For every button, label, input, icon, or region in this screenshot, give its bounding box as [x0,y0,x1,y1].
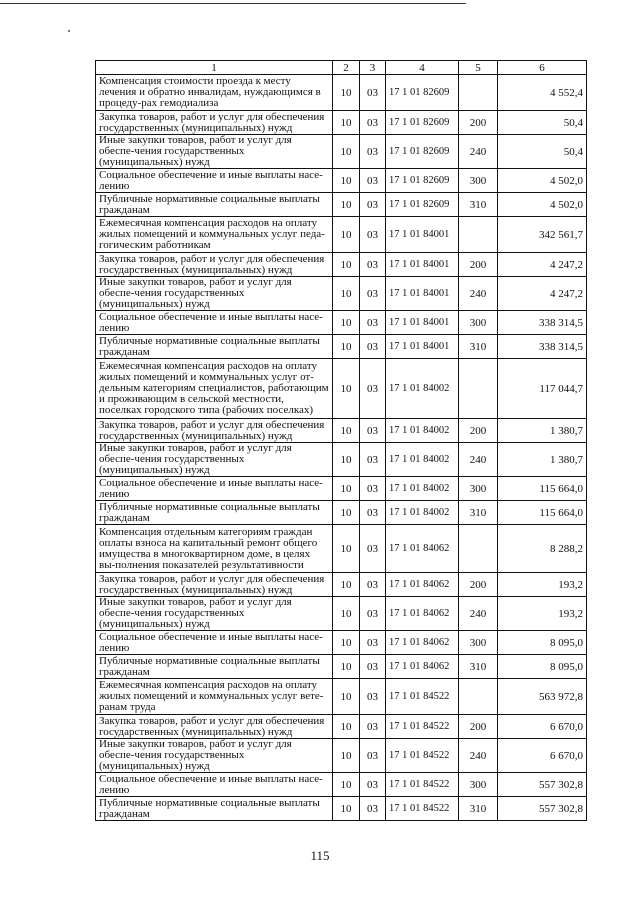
row-name: Закупка товаров, работ и услуг для обеспечения государственных (муниципальных) нужд [96,253,333,277]
row-name: Иные закупки товаров, работ и услуг для обеспе-чения государственных (муниципальных) нужд [96,597,333,631]
table-row [96,335,587,359]
row-expense-type [459,525,498,573]
row-razdel: 10 [333,335,360,359]
row-podrazdel: 03 [360,443,386,477]
row-target-article: 17 1 01 84001 [386,311,459,335]
row-expense-type: 300 [459,311,498,335]
table-row [96,277,587,311]
row-name: Закупка товаров, работ и услуг для обеспечения государственных (муниципальных) нужд [96,419,333,443]
row-name: Закупка товаров, работ и услуг для обеспечения государственных (муниципальных) нужд [96,573,333,597]
row-target-article: 17 1 01 84002 [386,477,459,501]
row-target-article: 17 1 01 84062 [386,525,459,573]
row-expense-type: 310 [459,501,498,525]
row-target-article: 17 1 01 84001 [386,217,459,253]
row-target-article: 17 1 01 84522 [386,679,459,715]
row-razdel: 10 [333,573,360,597]
row-name: Ежемесячная компенсация расходов на оплату жилых помещений и коммунальных услуг педа-гогическим работникам [96,217,333,253]
row-expense-type: 200 [459,419,498,443]
row-amount: 8 095,0 [498,631,587,655]
row-expense-type [459,217,498,253]
row-expense-type: 240 [459,443,498,477]
row-name: Компенсация отдельным категориям граждан оплаты взноса на капитальный ремонт общего имущества в многоквартирном доме, в целях вы-полнения показателей результативности [96,525,333,573]
row-target-article: 17 1 01 84522 [386,715,459,739]
row-target-article: 17 1 01 84522 [386,797,459,821]
header-col-4: 4 [386,61,459,75]
row-target-article: 17 1 01 84002 [386,359,459,419]
table-row [96,573,587,597]
row-amount: 115 664,0 [498,501,587,525]
row-podrazdel: 03 [360,75,386,111]
row-razdel: 10 [333,193,360,217]
row-name: Социальное обеспечение и иные выплаты насе-лению [96,631,333,655]
header-col-6: 6 [498,61,587,75]
row-expense-type: 310 [459,193,498,217]
row-target-article: 17 1 01 82609 [386,75,459,111]
row-amount: 1 380,7 [498,419,587,443]
row-target-article: 17 1 01 82609 [386,135,459,169]
row-name: Ежемесячная компенсация расходов на оплату жилых помещений и коммунальных услуг от-дельным категориям специалистов, работающим и проживающим в сельской местности, поселках городского типа (рабочих поселках) [96,359,333,419]
row-expense-type: 200 [459,253,498,277]
row-razdel: 10 [333,501,360,525]
row-name: Ежемесячная компенсация расходов на оплату жилых помещений и коммунальных услуг вете-ранам труда [96,679,333,715]
row-razdel: 10 [333,277,360,311]
row-razdel: 10 [333,773,360,797]
row-name: Социальное обеспечение и иные выплаты насе-лению [96,477,333,501]
table-row [96,655,587,679]
row-razdel: 10 [333,631,360,655]
row-podrazdel: 03 [360,501,386,525]
row-amount: 1 380,7 [498,443,587,477]
table-row [96,631,587,655]
row-name: Иные закупки товаров, работ и услуг для обеспе-чения государственных (муниципальных) нужд [96,135,333,169]
row-name: Социальное обеспечение и иные выплаты насе-лению [96,311,333,335]
row-amount: 342 561,7 [498,217,587,253]
row-target-article: 17 1 01 84062 [386,597,459,631]
row-podrazdel: 03 [360,797,386,821]
row-name: Публичные нормативные социальные выплаты гражданам [96,501,333,525]
table-row [96,419,587,443]
row-amount: 563 972,8 [498,679,587,715]
row-razdel: 10 [333,311,360,335]
row-expense-type [459,75,498,111]
row-podrazdel: 03 [360,359,386,419]
row-podrazdel: 03 [360,169,386,193]
row-amount: 4 552,4 [498,75,587,111]
row-amount: 193,2 [498,573,587,597]
table-row [96,169,587,193]
row-razdel: 10 [333,135,360,169]
row-podrazdel: 03 [360,311,386,335]
row-amount: 4 247,2 [498,253,587,277]
row-target-article: 17 1 01 84522 [386,739,459,773]
row-razdel: 10 [333,739,360,773]
row-podrazdel: 03 [360,477,386,501]
row-name: Иные закупки товаров, работ и услуг для обеспе-чения государственных (муниципальных) нужд [96,443,333,477]
row-amount: 50,4 [498,135,587,169]
header-col-1: 1 [96,61,333,75]
row-name: Социальное обеспечение и иные выплаты насе-лению [96,773,333,797]
row-name: Закупка товаров, работ и услуг для обеспечения государственных (муниципальных) нужд [96,111,333,135]
row-name: Публичные нормативные социальные выплаты гражданам [96,797,333,821]
table-row [96,311,587,335]
row-amount: 557 302,8 [498,773,587,797]
row-podrazdel: 03 [360,253,386,277]
row-target-article: 17 1 01 82609 [386,111,459,135]
row-podrazdel: 03 [360,135,386,169]
row-podrazdel: 03 [360,773,386,797]
table-row [96,217,587,253]
row-expense-type: 300 [459,169,498,193]
row-razdel: 10 [333,443,360,477]
row-name: Социальное обеспечение и иные выплаты насе-лению [96,169,333,193]
row-target-article: 17 1 01 84062 [386,573,459,597]
row-expense-type: 200 [459,573,498,597]
table-body [96,75,587,821]
row-name: Иные закупки товаров, работ и услуг для обеспе-чения государственных (муниципальных) нужд [96,739,333,773]
table-row [96,501,587,525]
row-amount: 338 314,5 [498,311,587,335]
row-expense-type: 310 [459,655,498,679]
row-podrazdel: 03 [360,525,386,573]
row-podrazdel: 03 [360,419,386,443]
row-expense-type: 300 [459,631,498,655]
row-podrazdel: 03 [360,655,386,679]
row-name: Публичные нормативные социальные выплаты гражданам [96,655,333,679]
row-name: Закупка товаров, работ и услуг для обеспечения государственных (муниципальных) нужд [96,715,333,739]
table-row [96,75,587,111]
table-row [96,525,587,573]
row-amount: 4 502,0 [498,169,587,193]
header-col-3: 3 [360,61,386,75]
row-target-article: 17 1 01 84062 [386,655,459,679]
table-row [96,797,587,821]
row-amount: 193,2 [498,597,587,631]
table-row [96,111,587,135]
row-target-article: 17 1 01 84522 [386,773,459,797]
row-amount: 8 288,2 [498,525,587,573]
row-expense-type: 240 [459,597,498,631]
budget-table [95,60,587,821]
row-podrazdel: 03 [360,597,386,631]
row-podrazdel: 03 [360,739,386,773]
row-podrazdel: 03 [360,193,386,217]
row-target-article: 17 1 01 84002 [386,443,459,477]
row-podrazdel: 03 [360,631,386,655]
row-target-article: 17 1 01 84002 [386,501,459,525]
row-expense-type: 310 [459,335,498,359]
row-razdel: 10 [333,715,360,739]
row-razdel: 10 [333,359,360,419]
row-expense-type: 310 [459,797,498,821]
row-amount: 4 502,0 [498,193,587,217]
row-target-article: 17 1 01 84002 [386,419,459,443]
row-podrazdel: 03 [360,573,386,597]
row-expense-type: 240 [459,739,498,773]
row-podrazdel: 03 [360,277,386,311]
row-name: Публичные нормативные социальные выплаты гражданам [96,335,333,359]
row-razdel: 10 [333,169,360,193]
table-row [96,715,587,739]
row-razdel: 10 [333,253,360,277]
row-expense-type: 200 [459,715,498,739]
table-row [96,739,587,773]
row-amount: 338 314,5 [498,335,587,359]
header-row [96,61,587,75]
row-amount: 6 670,0 [498,739,587,773]
table-row [96,477,587,501]
row-amount: 557 302,8 [498,797,587,821]
row-expense-type: 300 [459,773,498,797]
table-row [96,773,587,797]
row-razdel: 10 [333,525,360,573]
row-amount: 115 664,0 [498,477,587,501]
table-row [96,253,587,277]
row-razdel: 10 [333,655,360,679]
row-target-article: 17 1 01 84001 [386,335,459,359]
table-row [96,597,587,631]
scan-artifact [68,30,70,32]
table-row [96,193,587,217]
row-razdel: 10 [333,797,360,821]
table-row [96,359,587,419]
row-expense-type [459,359,498,419]
row-amount: 6 670,0 [498,715,587,739]
row-razdel: 10 [333,419,360,443]
row-expense-type: 240 [459,277,498,311]
row-podrazdel: 03 [360,679,386,715]
row-razdel: 10 [333,597,360,631]
row-razdel: 10 [333,75,360,111]
row-razdel: 10 [333,111,360,135]
row-amount: 117 044,7 [498,359,587,419]
page-number: 115 [310,848,330,863]
row-podrazdel: 03 [360,111,386,135]
row-expense-type: 300 [459,477,498,501]
row-name: Компенсация стоимости проезда к месту лечения и обратно инвалидам, нуждающимся в процеду-рах гемодиализа [96,75,333,111]
row-podrazdel: 03 [360,335,386,359]
row-target-article: 17 1 01 84001 [386,253,459,277]
row-expense-type: 240 [459,135,498,169]
row-amount: 8 095,0 [498,655,587,679]
row-podrazdel: 03 [360,217,386,253]
row-razdel: 10 [333,477,360,501]
row-amount: 4 247,2 [498,277,587,311]
row-razdel: 10 [333,679,360,715]
row-expense-type [459,679,498,715]
table-row [96,135,587,169]
row-expense-type: 200 [459,111,498,135]
table-row [96,443,587,477]
header-col-2: 2 [333,61,360,75]
row-target-article: 17 1 01 84001 [386,277,459,311]
row-target-article: 17 1 01 82609 [386,169,459,193]
row-amount: 50,4 [498,111,587,135]
row-razdel: 10 [333,217,360,253]
header-col-5: 5 [459,61,498,75]
row-podrazdel: 03 [360,715,386,739]
row-target-article: 17 1 01 82609 [386,193,459,217]
top-rule [0,3,466,4]
row-name: Публичные нормативные социальные выплаты гражданам [96,193,333,217]
table-row [96,679,587,715]
row-target-article: 17 1 01 84062 [386,631,459,655]
row-name: Иные закупки товаров, работ и услуг для обеспе-чения государственных (муниципальных) нужд [96,277,333,311]
